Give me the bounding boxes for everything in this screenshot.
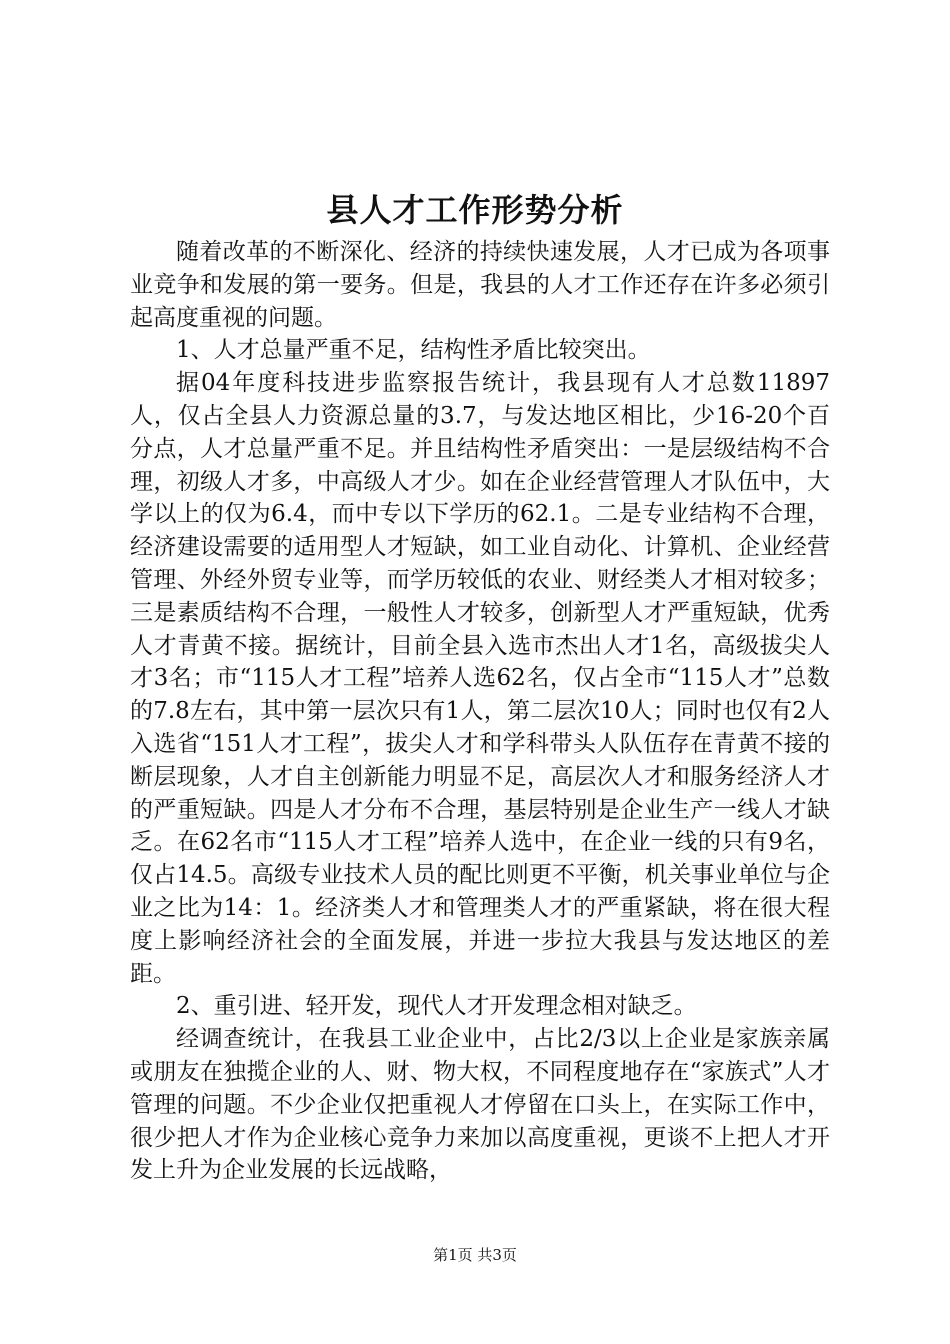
section-heading-1: 1、人才总量严重不足，结构性矛盾比较突出。 <box>176 337 651 364</box>
document-title: 县人才工作形势分析 <box>326 191 624 229</box>
section-heading-2: 2、重引进、轻开发，现代人才开发理念相对缺乏。 <box>176 993 697 1020</box>
paragraph-section-2: 经调查统计，在我县工业企业中，占比2/3以上企业是家族亲属或朋友在独揽企业的人、财、物大权，不同程度地存在“家族式”人才管理的问题。不少企业仅把重视人才停留在口头上，在实际工作中，很少把人才作为企业核心竞争力来加以高度重视，更谈不上把人才开发上升为企业发展的长远战略， <box>130 1026 830 1184</box>
page-number-footer: 第1页 共3页 <box>433 1246 517 1264</box>
document-body <box>130 236 830 1187</box>
paragraph-section-1: 据04年度科技进步监察报告统计，我县现有人才总数11897人，仅占全县人力资源总量的3.7，与发达地区相比，少16-20个百分点，人才总量严重不足。并且结构性矛盾突出：一是层级结构不合理，初级人才多，中高级人才少。如在企业经营管理人才队伍中，大学以上的仅为6.4，而中专以下学历的62.1。二是专业结构不合理，经济建设需要的适用型人才短缺，如工业自动化、计算机、企业经营管理、外经外贸专业等，而学历较低的农业、财经类人才相对较多；三是素质结构不合理，一般性人才较多，创新型人才严重短缺，优秀人才青黄不接。据统计，目前全县入选市杰出人才1名，高级拔尖人才3名；市“115人才工程”培养人选62名，仅占全市“115人才”总数的7.8左右，其中第一层次只有1人，第二层次10人；同时也仅有2人入选省“151人才工程”，拔尖人才和学科带头人队伍存在青黄不接的断层现象，人才自主创新能力明显不足，高层次人才和服务经济人才的严重短缺。四是人才分布不合理，基层特别是企业生产一线人才缺乏。在62名市“115人才工程”培养人选中，在企业一线的只有9名，仅占14.5。高级专业技术人员的配比则更不平衡，机关事业单位与企业之比为14：1。经济类人才和管理类人才的严重紧缺，将在很大程度上影响经济社会的全面发展，并进一步拉大我县与发达地区的差距。 <box>130 370 830 987</box>
paragraph-intro: 随着改革的不断深化、经济的持续快速发展，人才已成为各项事业竞争和发展的第一要务。但是，我县的人才工作还存在许多必须引起高度重视的问题。 <box>130 239 830 331</box>
